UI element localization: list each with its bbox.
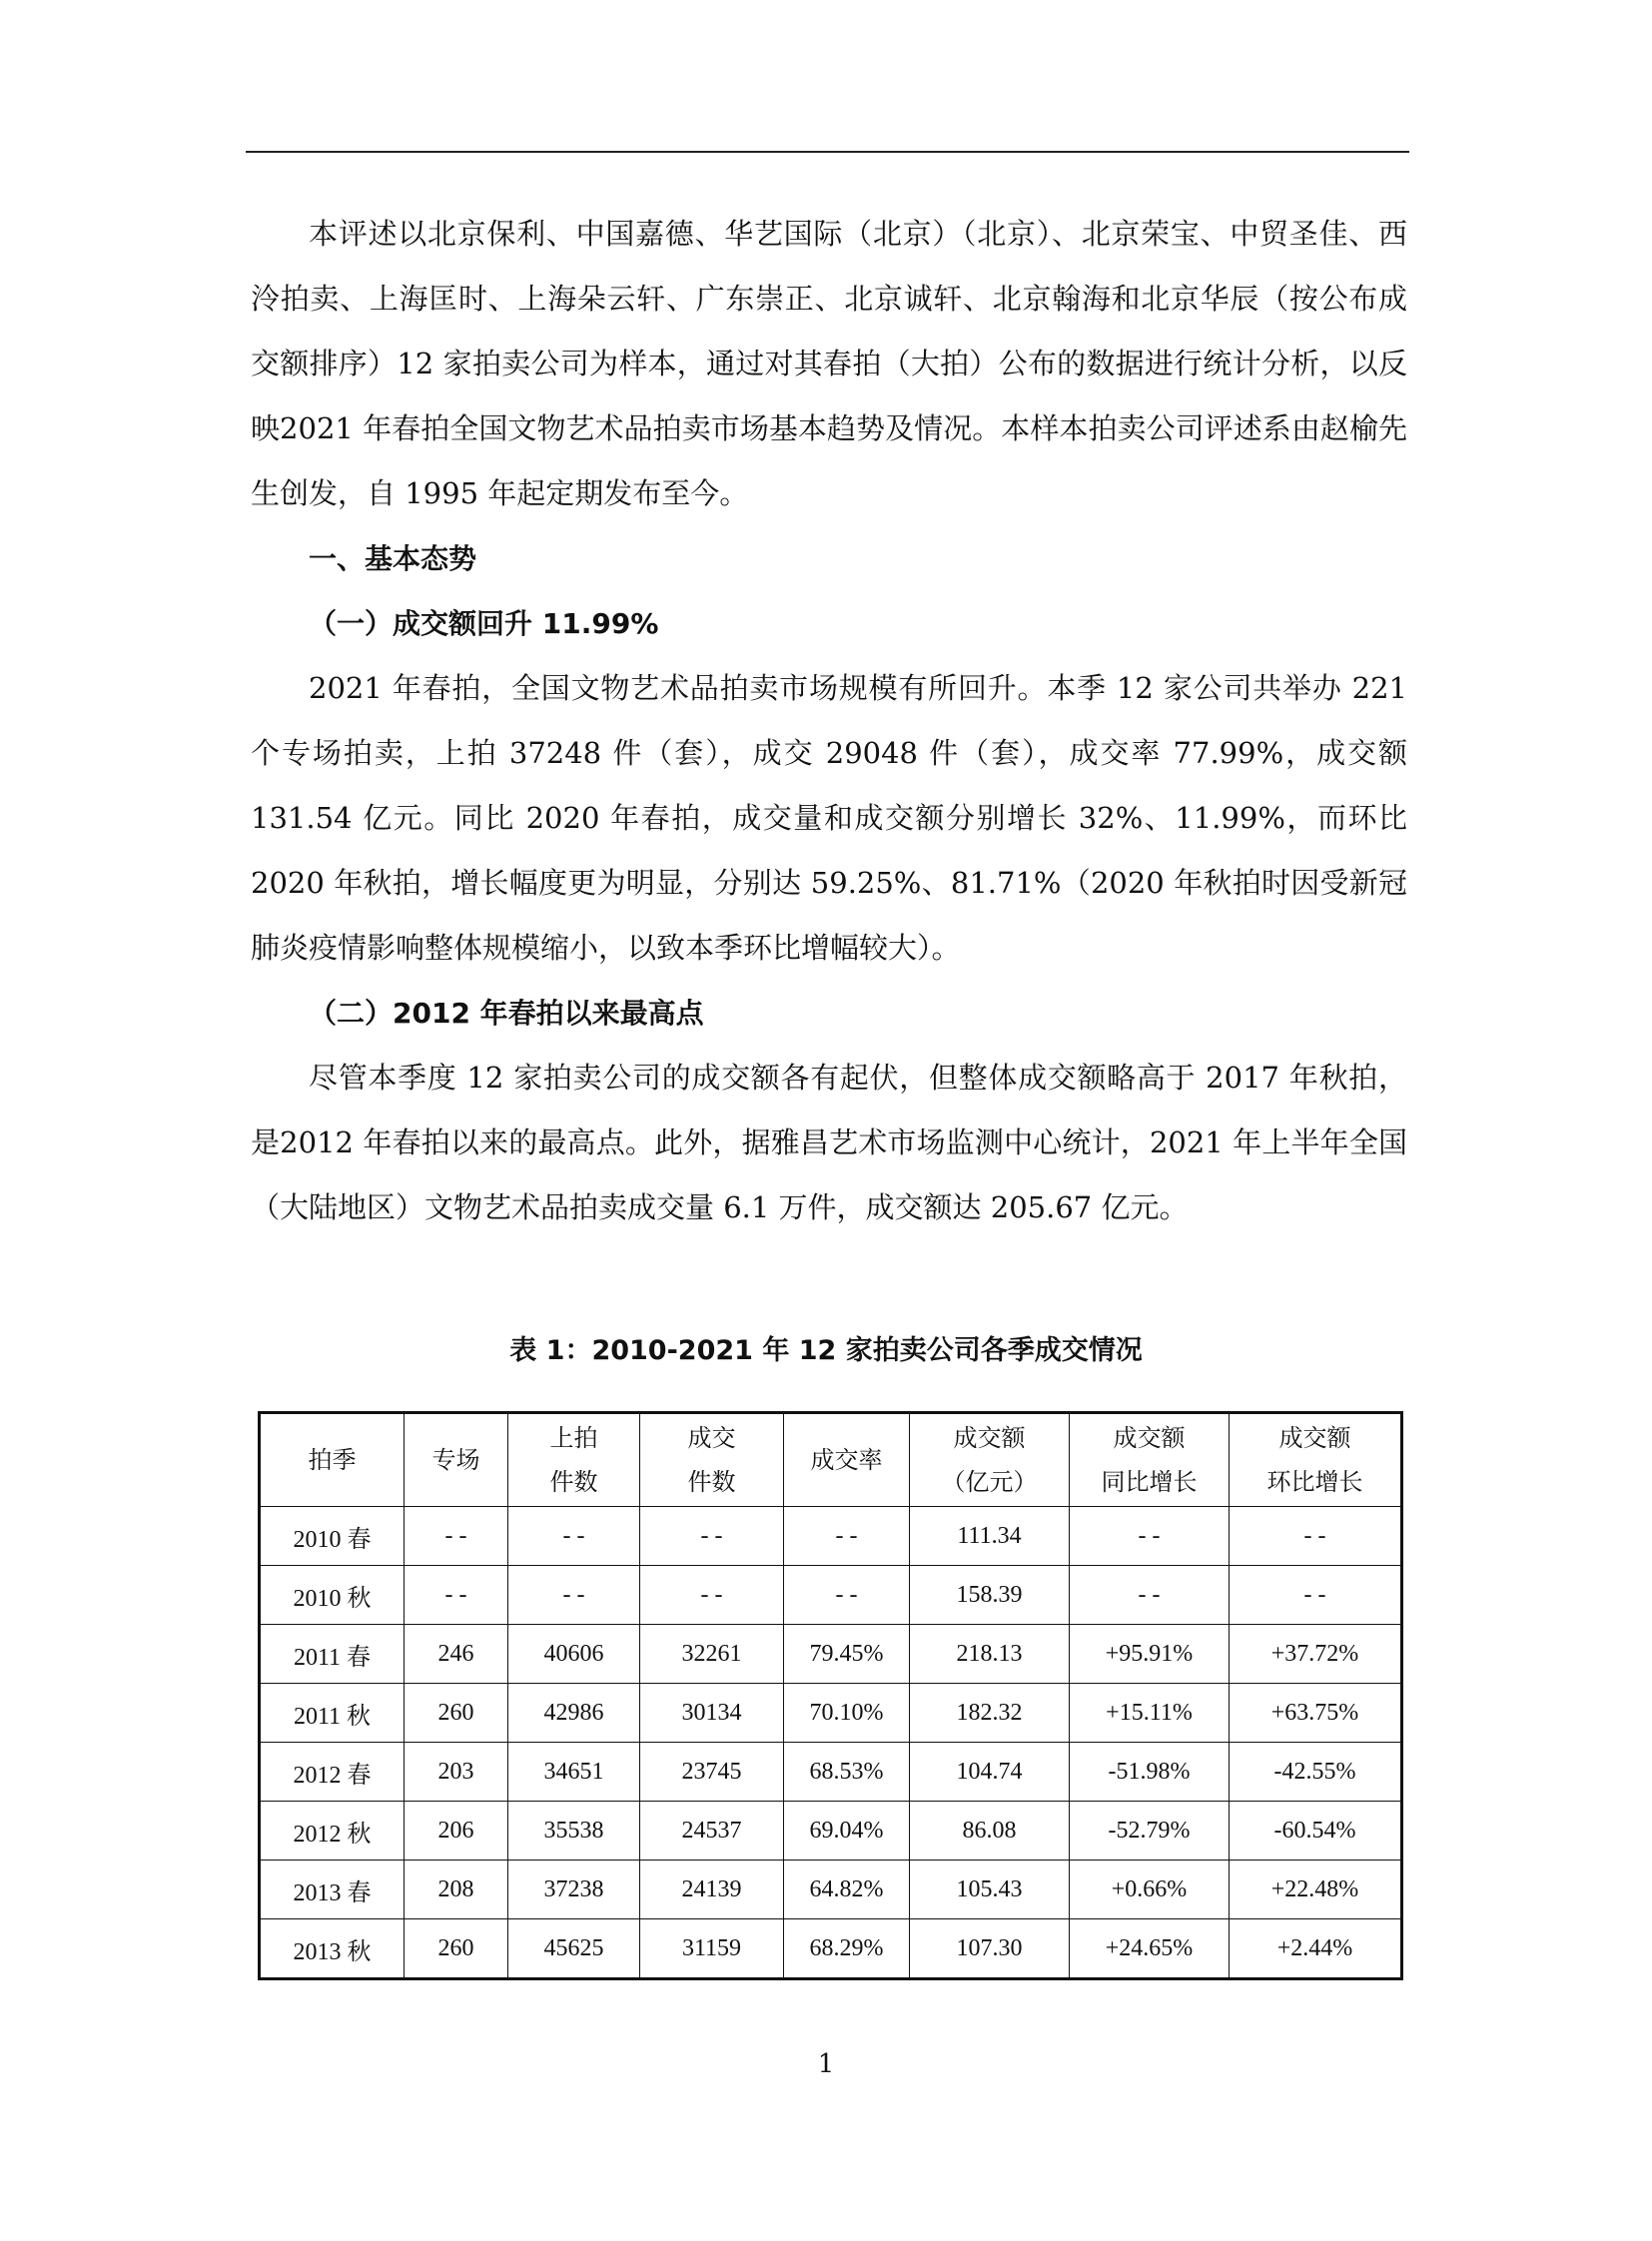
cell-yoy-growth: +15.11% bbox=[1070, 1684, 1230, 1743]
cell-turnover: 182.32 bbox=[910, 1684, 1070, 1743]
header-season-line1: 拍季 bbox=[308, 1446, 357, 1474]
cell-sessions: 208 bbox=[405, 1861, 508, 1919]
subsection-body-highest-point: 尽管本季度 12 家拍卖公司的成交额各有起伏，但整体成交额略高于 2017 年秋拍，是2012 年春拍以来的最高点。此外，据雅昌艺术市场监测中心统计，2021 年上半年全国（大陆地区）文物艺术品拍卖成交量 6.1 万件，成交额达 205.67 亿元。 bbox=[251, 1061, 1407, 1224]
table-row bbox=[260, 1507, 1402, 1566]
cell-lots-offered: 37238 bbox=[508, 1861, 640, 1919]
page-number: 1 bbox=[817, 2049, 835, 2079]
table-row bbox=[260, 1743, 1402, 1802]
cell-lots-offered: - - bbox=[508, 1566, 640, 1625]
cell-lots-sold: 23745 bbox=[640, 1743, 784, 1802]
cell-lots-sold: 24537 bbox=[640, 1802, 784, 1861]
cell-qoq-growth: -42.55% bbox=[1230, 1743, 1402, 1802]
cell-lots-sold: 32261 bbox=[640, 1625, 784, 1684]
cell-season: 2013 春 bbox=[260, 1861, 405, 1919]
table-row bbox=[260, 1802, 1402, 1861]
cell-qoq-growth: -60.54% bbox=[1230, 1802, 1402, 1861]
header-turnover bbox=[910, 1413, 1070, 1507]
cell-lots-offered: 35538 bbox=[508, 1802, 640, 1861]
cell-yoy-growth: +95.91% bbox=[1070, 1625, 1230, 1684]
header-qoq-growth-line1: 成交额 bbox=[1278, 1424, 1351, 1452]
cell-sell-through-rate: 68.29% bbox=[784, 1919, 910, 1979]
header-lots-offered-line1: 上拍 bbox=[549, 1424, 598, 1452]
cell-sessions: 260 bbox=[405, 1684, 508, 1743]
cell-lots-sold: - - bbox=[640, 1566, 784, 1625]
subsection-heading-turnover-rebound: （一）成交额回升 11.99% bbox=[309, 607, 659, 640]
cell-turnover: 86.08 bbox=[910, 1802, 1070, 1861]
header-rule bbox=[246, 151, 1409, 153]
cell-sell-through-rate: 70.10% bbox=[784, 1684, 910, 1743]
cell-yoy-growth: +24.65% bbox=[1070, 1919, 1230, 1979]
header-turnover-line1: 成交额 bbox=[953, 1424, 1026, 1452]
cell-turnover: 107.30 bbox=[910, 1919, 1070, 1979]
cell-sessions: - - bbox=[405, 1566, 508, 1625]
cell-qoq-growth: +22.48% bbox=[1230, 1861, 1402, 1919]
cell-sessions: 260 bbox=[405, 1919, 508, 1979]
cell-lots-offered: - - bbox=[508, 1507, 640, 1566]
cell-sell-through-rate: 64.82% bbox=[784, 1861, 910, 1919]
header-yoy-growth bbox=[1070, 1413, 1230, 1507]
cell-season: 2010 春 bbox=[260, 1507, 405, 1566]
header-sessions bbox=[405, 1413, 508, 1507]
subsection-body-turnover-rebound: 2021 年春拍，全国文物艺术品拍卖市场规模有所回升。本季 12 家公司共举办 221 个专场拍卖，上拍 37248 件（套），成交 29048 件（套），成交率 77.99%，成交额 131.54 亿元。同比 2020 年春拍，成交量和成交额分别增长 32%、11.99%，而环比 2020 年秋拍，增长幅度更为明显，分别达 59.25%、81.71%（2020 年秋拍时因受新冠肺炎疫情影响整体规模缩小，以致本季环比增幅较大）。 bbox=[251, 671, 1407, 965]
cell-season: 2011 秋 bbox=[260, 1684, 405, 1743]
cell-sessions: 206 bbox=[405, 1802, 508, 1861]
table-title: 表 1：2010-2021 年 12 家拍卖公司各季成交情况 bbox=[509, 1335, 1143, 1366]
cell-qoq-growth: +63.75% bbox=[1230, 1684, 1402, 1743]
auction-season-table bbox=[258, 1411, 1403, 1980]
cell-sell-through-rate: - - bbox=[784, 1507, 910, 1566]
cell-yoy-growth: +0.66% bbox=[1070, 1861, 1230, 1919]
cell-turnover: 104.74 bbox=[910, 1743, 1070, 1802]
cell-yoy-growth: -51.98% bbox=[1070, 1743, 1230, 1802]
cell-lots-offered: 34651 bbox=[508, 1743, 640, 1802]
cell-sell-through-rate: 69.04% bbox=[784, 1802, 910, 1861]
cell-lots-sold: 31159 bbox=[640, 1919, 784, 1979]
cell-sessions: 246 bbox=[405, 1625, 508, 1684]
header-lots-sold bbox=[640, 1413, 784, 1507]
cell-sessions: - - bbox=[405, 1507, 508, 1566]
cell-turnover: 111.34 bbox=[910, 1507, 1070, 1566]
table-row bbox=[260, 1919, 1402, 1979]
cell-sell-through-rate: 68.53% bbox=[784, 1743, 910, 1802]
document-body bbox=[251, 202, 1407, 1240]
cell-lots-sold: 30134 bbox=[640, 1684, 784, 1743]
subsection-heading-highest-point: （二）2012 年春拍以来最高点 bbox=[309, 997, 704, 1030]
cell-lots-offered: 40606 bbox=[508, 1625, 640, 1684]
header-sell-through-rate bbox=[784, 1413, 910, 1507]
cell-qoq-growth: +2.44% bbox=[1230, 1919, 1402, 1979]
table-header-row bbox=[260, 1413, 1402, 1507]
cell-lots-sold: - - bbox=[640, 1507, 784, 1566]
cell-yoy-growth: -52.79% bbox=[1070, 1802, 1230, 1861]
cell-lots-offered: 45625 bbox=[508, 1919, 640, 1979]
intro-paragraph: 本评述以北京保利、中国嘉德、华艺国际（北京）（北京）、北京荣宝、中贸圣佳、西泠拍卖、上海匡时、上海朵云轩、广东崇正、北京诚轩、北京翰海和北京华辰（按公布成交额排序）12 家拍卖公司为样本，通过对其春拍（大拍）公布的数据进行统计分析，以反映2021 年春拍全国文物艺术品拍卖市场基本趋势及情况。本样本拍卖公司评述系由赵榆先生创发，自 1995 年起定期发布至今。 bbox=[251, 217, 1407, 510]
cell-qoq-growth: +37.72% bbox=[1230, 1625, 1402, 1684]
cell-turnover: 158.39 bbox=[910, 1566, 1070, 1625]
cell-lots-sold: 24139 bbox=[640, 1861, 784, 1919]
cell-qoq-growth: - - bbox=[1230, 1566, 1402, 1625]
table-row bbox=[260, 1861, 1402, 1919]
header-lots-offered-line2: 件数 bbox=[549, 1468, 598, 1496]
cell-season: 2011 春 bbox=[260, 1625, 405, 1684]
cell-season: 2010 秋 bbox=[260, 1566, 405, 1625]
cell-season: 2013 秋 bbox=[260, 1919, 405, 1979]
cell-qoq-growth: - - bbox=[1230, 1507, 1402, 1566]
section-heading-basic-trend: 一、基本态势 bbox=[309, 542, 477, 575]
cell-season: 2012 秋 bbox=[260, 1802, 405, 1861]
header-lots-sold-line1: 成交 bbox=[687, 1424, 736, 1452]
header-lots-offered bbox=[508, 1413, 640, 1507]
header-lots-sold-line2: 件数 bbox=[687, 1468, 736, 1496]
cell-turnover: 105.43 bbox=[910, 1861, 1070, 1919]
header-qoq-growth bbox=[1230, 1413, 1402, 1507]
table-row bbox=[260, 1684, 1402, 1743]
header-qoq-growth-line2: 环比增长 bbox=[1266, 1468, 1363, 1496]
cell-turnover: 218.13 bbox=[910, 1625, 1070, 1684]
cell-lots-offered: 42986 bbox=[508, 1684, 640, 1743]
cell-yoy-growth: - - bbox=[1070, 1507, 1230, 1566]
header-sell-through-rate-line1: 成交率 bbox=[810, 1446, 883, 1474]
cell-sell-through-rate: 79.45% bbox=[784, 1625, 910, 1684]
header-yoy-growth-line2: 同比增长 bbox=[1101, 1468, 1198, 1496]
header-turnover-line2: （亿元） bbox=[941, 1468, 1038, 1496]
cell-sell-through-rate: - - bbox=[784, 1566, 910, 1625]
cell-sessions: 203 bbox=[405, 1743, 508, 1802]
table-row bbox=[260, 1625, 1402, 1684]
header-yoy-growth-line1: 成交额 bbox=[1113, 1424, 1186, 1452]
header-sessions-line1: 专场 bbox=[431, 1446, 480, 1474]
cell-season: 2012 春 bbox=[260, 1743, 405, 1802]
header-season bbox=[260, 1413, 405, 1507]
table-row bbox=[260, 1566, 1402, 1625]
cell-yoy-growth: - - bbox=[1070, 1566, 1230, 1625]
